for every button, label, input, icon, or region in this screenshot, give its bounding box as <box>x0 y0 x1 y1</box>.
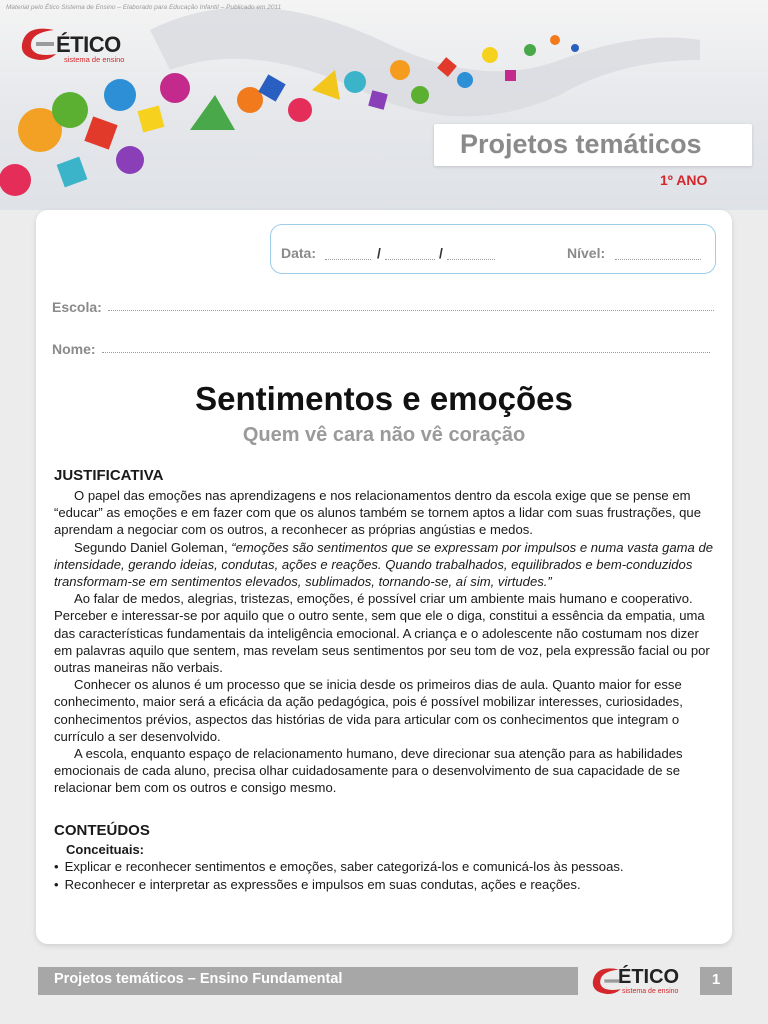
footer-brand-tagline: sistema de ensino <box>622 988 679 995</box>
brand-name: ÉTICO <box>56 32 121 57</box>
justificativa-paragraph-4: Conhecer os alunos é um processo que se inicia desde os primeiros dias de aula. Quanto maior for esse conhecimento, maior será a eficácia da ação pedagógica, pois é possível mobilizar interesses, curiosidades, conhecimentos prévios, aspectos das histórias de vida para articular com os conhecimentos que integram o currículo a ser desenvolvido. <box>54 677 683 744</box>
date-level-box <box>270 224 716 274</box>
school-row <box>52 299 714 315</box>
justificativa-paragraph-1: O papel das emoções nas aprendizagens e nos relacionamentos dentro da escola exige que se pense em “educar” as emoções e em fazer com que os alunos também se tornem aptos a lidar com suas frustrações, que aprendam a negociar com os outros, a reconhecer as próprias angústias e medos. <box>54 488 701 538</box>
list-item: • Reconhecer e interpretar as expressões e impulsos em suas condutas, ações e reações. <box>54 876 720 894</box>
page-number: 1 <box>711 971 721 988</box>
conteudos-list <box>54 858 720 894</box>
header-title-box <box>434 124 752 166</box>
date-day-field[interactable] <box>325 259 371 260</box>
date-separator-1: / <box>377 245 381 261</box>
document-subtitle: Quem vê cara não vê coração <box>242 424 526 446</box>
justificativa-body <box>54 487 720 797</box>
brand-logo <box>16 24 136 64</box>
justificativa-paragraph-3: Ao falar de medos, alegrias, tristezas, emoções, é possível criar um ambiente mais humano e cooperativo. Perceber e interessar-se por aquilo que o outro sente, sem que ele o diga, constitui a essência da empatia, uma das características fundamentais da inteligência emocional. A criança e o adolescente não costumam nos dizer em palavras aquilo que sentem, mas revelam seus sentimentos por seu tom de voz, pela expressão facial ou por outras maneiras não verbais. <box>54 591 710 676</box>
footer-brand-logo <box>588 960 704 1002</box>
name-field[interactable] <box>102 352 710 353</box>
justificativa-paragraph-5: A escola, enquanto espaço de relacionamento humano, deve direcionar sua atenção para as habilidades emocionais de cada aluno, precisa olhar cuidadosamente para o desenvolvimento de sua capacidade de se relacionar bem com os outros e consigo mesmo. <box>54 746 683 796</box>
justificativa-paragraph-2 <box>54 539 720 591</box>
header-title: Projetos temáticos <box>460 129 702 159</box>
date-year-field[interactable] <box>447 259 495 260</box>
publication-note: Material pelo Ético Sistema de Ensino – Elaborado para Educação Infantil – Publicado em 2011 <box>6 4 282 11</box>
page-number-box <box>700 967 732 995</box>
school-label: Escola: <box>52 299 102 315</box>
date-month-field[interactable] <box>385 259 435 260</box>
school-field[interactable] <box>108 310 714 311</box>
footer-title: Projetos temáticos – Ensino Fundamental <box>54 971 343 987</box>
name-row <box>52 341 710 357</box>
date-separator-2: / <box>439 245 443 261</box>
level-label: Nível: <box>567 245 606 261</box>
brand-swoosh-icon <box>16 24 60 64</box>
name-label: Nome: <box>52 341 96 357</box>
justificativa-heading: JUSTIFICATIVA <box>54 467 164 484</box>
level-field[interactable] <box>615 259 701 260</box>
document-title: Sentimentos e emoções <box>195 380 573 417</box>
date-label: Data: <box>281 245 317 261</box>
conceituais-subheading: Conceituais: <box>66 842 145 857</box>
footer-bar <box>38 967 578 995</box>
goleman-quote: “emoções são sentimentos que se expressam por impulsos e numa vasta gama de intensidade, gerando ideias, condutas, ações e reações. Quando trabalhados, equilibrados e bem-conduzidos transformam-se em sentimentos elevados, sublimados, tornando-se, aí sim, virtudes.” <box>54 539 714 590</box>
conteudos-heading: CONTEÚDOS <box>54 822 150 839</box>
goleman-intro: Segundo Daniel Goleman, <box>74 539 232 555</box>
brand-tagline: sistema de ensino <box>64 55 125 64</box>
list-item: • Explicar e reconhecer sentimentos e emoções, saber categorizá-los e comunicá-los às pessoas. <box>54 858 720 876</box>
grade-year: 1º ANO <box>660 172 708 188</box>
footer-brand-name: ÉTICO <box>618 966 680 988</box>
